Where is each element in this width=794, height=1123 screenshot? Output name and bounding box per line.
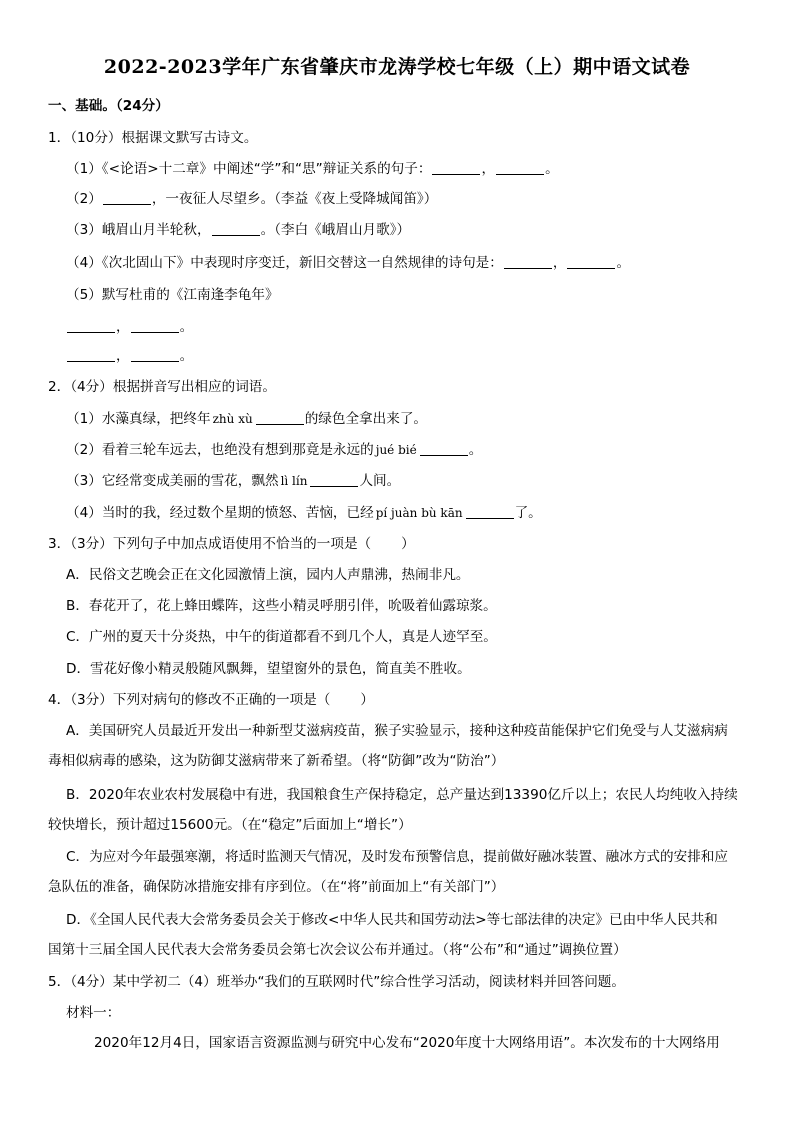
answer-blank[interactable] [256,410,304,425]
question-2-item-4: （4）当时的我，经过数个星期的愤怒、苦恼，已经 pí juàn bù kān 了。 [66,505,542,521]
question-1-item-2: （2） ，一夜征人尽望乡。（李益《夜上受降城闻笛》） [66,191,438,207]
question-1-item-5: （5）默写杜甫的《江南逢李龟年》 [66,287,279,303]
pinyin: lì lín [280,474,308,488]
question-4-option-a-line-1: A．美国研究人员最近开发出一种新型艾滋病疫苗，猴子实验显示，接种这种疫苗能保护它们免受与人艾滋病病 [66,723,728,739]
question-1-stem: 1．（10分）根据课文默写古诗文。 [48,130,258,146]
question-4-option-d-line-1: D．《全国人民代表大会常务委员会关于修改<中华人民共和国劳动法>等七部法律的决定》已由中华人民共和 [66,912,718,928]
answer-blank[interactable] [131,347,179,362]
question-5-stem: 5．（4分）某中学初二（4）班举办“我们的互联网时代”综合性学习活动，阅读材料并回答问题。 [48,974,625,990]
answer-blank[interactable] [310,472,358,487]
pinyin: zhù xù [212,412,253,426]
question-1-item-1: （1）《<论语>十二章》中阐述“学”和“思”辩证关系的句子： ， 。 [66,161,559,177]
question-4-option-d-line-2: 国第十三届全国人民代表大会常务委员会第七次会议公布并通过。（将“公布”和“通过”调换位置） [48,942,627,958]
answer-blank[interactable] [67,318,115,333]
question-4-option-a-line-2: 毒相似病毒的感染，这为防御艾滋病带来了新希望。（将“防御”改为“防治”） [48,753,505,769]
question-3-option-a: A．民俗文艺晚会正在文化园激情上演，园内人声鼎沸，热闹非凡。 [66,567,470,583]
page-title: 2022-2023学年广东省肇庆市龙涛学校七年级（上）期中语文试卷 [103,56,691,78]
material-label: 材料一： [66,1005,121,1021]
question-4-option-c-line-1: C．为应对今年最强寒潮，将适时监测天气情况，及时发布预警信息，提前做好融冰装置、融冰方式的安排和应 [66,849,728,865]
question-1-item-3: （3）峨眉山月半轮秋， 。（李白《峨眉山月歌》） [66,222,411,238]
question-4-option-c-line-2: 急队伍的准备，确保防冰措施安排有序到位。（在“将”前面加上“有关部门”） [48,879,505,895]
question-3-stem: 3．（3分）下列句子中加点成语使用不恰当的一项是（ ） [48,536,415,552]
question-1-item-5-line-1: ， 。 [66,318,193,336]
question-2-item-3: （3）它经常变成美丽的雪花，飘然 lì lín 人间。 [66,473,401,489]
answer-blank[interactable] [420,441,468,456]
question-2-item-2: （2）看着三轮车远去，也绝没有想到那竟是永远的 jué bié 。 [66,442,483,458]
question-1-item-4: （4）《次北固山下》中表现时序变迁，新旧交替这一自然规律的诗句是： ， 。 [66,255,631,271]
question-4-option-b-line-2: 较快增长，预计超过15600元。（在“稳定”后面加上“增长”） [48,817,412,833]
answer-blank[interactable] [212,221,260,236]
question-2-item-1: （1）水藻真绿，把终年 zhù xù 的绿色全拿出来了。 [66,411,428,427]
pinyin: jué bié [375,443,417,457]
question-3-option-b: B．春花开了，花上蜂田蝶阵，这些小精灵呼朋引伴，吮吸着仙露琼浆。 [66,598,497,614]
section-heading: 一、基础。（24分） [48,98,169,114]
answer-blank[interactable] [466,504,514,519]
answer-blank[interactable] [496,160,544,175]
question-3-option-d: D．雪花好像小精灵般随风飘舞，望望窗外的景色，简直美不胜收。 [66,661,471,677]
answer-blank[interactable] [67,347,115,362]
question-3-option-c: C．广州的夏天十分炎热，中午的街道都看不到几个人，真是人迹罕至。 [66,629,497,645]
question-2-stem: 2．（4分）根据拼音写出相应的词语。 [48,379,276,395]
answer-blank[interactable] [131,318,179,333]
material-text: 2020年12月4日，国家语言资源监测与研究中心发布“2020年度十大网络用语”。本次发布的十大网络用 [94,1035,720,1051]
answer-blank[interactable] [504,254,552,269]
answer-blank[interactable] [567,254,615,269]
question-4-stem: 4．（3分）下列对病句的修改不正确的一项是（ ） [48,692,374,708]
question-4-option-b-line-1: B．2020年农业农村发展稳中有进，我国粮食生产保持稳定，总产量达到13390亿斤以上；农民人均纯收入持续 [66,787,738,803]
question-1-item-5-line-2: ， 。 [66,347,193,365]
pinyin: pí juàn bù kān [375,506,463,520]
answer-blank[interactable] [103,190,151,205]
answer-blank[interactable] [432,160,480,175]
